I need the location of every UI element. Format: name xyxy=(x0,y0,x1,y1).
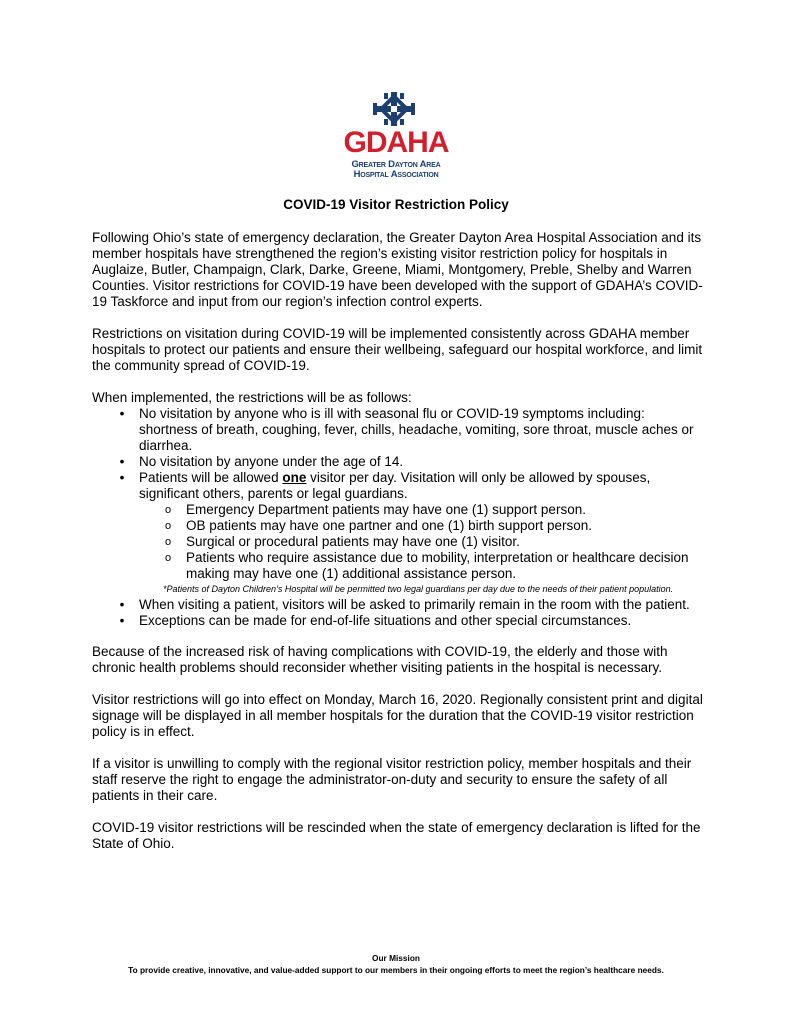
sub-list-item xyxy=(139,502,704,518)
gdaha-logo xyxy=(336,92,456,184)
bullet-icon: • xyxy=(119,470,125,485)
sub-list xyxy=(139,502,704,582)
bullet-icon: • xyxy=(119,454,125,469)
paragraph-consistency: Restrictions on visitation during COVID-19 will be implemented consistently across GDAHA member hospitals to protect our patients and ensure their wellbeing, safeguard our hospital workforce, and limit the community spread of COVID-19. xyxy=(92,326,703,373)
sub-list-item xyxy=(139,518,704,534)
logo-subtitle-line1: Greater Dayton Area xyxy=(351,159,441,170)
list-item-text xyxy=(139,470,650,501)
paragraph-compliance: If a visitor is unwilling to comply with the regional visitor restriction policy, member hospitals and their staff reserve the right to engage the administrator-on-duty and security to ensure the safety of all patients in their care. xyxy=(92,756,692,803)
logo-wordmark: GDAHA xyxy=(343,126,449,159)
footnote-dayton-childrens: *Patients of Dayton Children’s Hospital will be permitted two legal guardians per day due to the needs of their patient population. xyxy=(163,584,674,594)
bullet-icon: • xyxy=(119,406,125,421)
list-item-text-pre: Patients will be allowed xyxy=(139,470,283,485)
snowflake-cross-logo-icon xyxy=(372,92,416,126)
document-title: COVID-19 Visitor Restriction Policy xyxy=(283,197,509,212)
bullet-icon: • xyxy=(119,597,125,612)
list-item-text: No visitation by anyone under the age of 14. xyxy=(139,454,404,469)
list-item xyxy=(92,470,704,597)
document-body xyxy=(92,230,704,868)
emphasis-one: one xyxy=(282,470,307,485)
sub-list-item-text: OB patients may have one partner and one (1) birth support person. xyxy=(186,518,592,533)
circle-bullet-icon: o xyxy=(164,520,172,532)
paragraph-restrictions-lead: When implemented, the restrictions will be as follows: xyxy=(92,390,412,405)
restrictions-list xyxy=(92,406,704,629)
list-item xyxy=(92,454,704,470)
mission-text: To provide creative, innovative, and value-added support to our members in their ongoing efforts to meet the region’s healthcare needs. xyxy=(128,965,664,975)
bullet-icon: • xyxy=(119,613,125,628)
list-item xyxy=(92,406,704,454)
sub-list-item-text: Emergency Department patients may have one (1) support person. xyxy=(186,502,586,517)
list-item-text: Exceptions can be made for end-of-life situations and other special circumstances. xyxy=(139,613,632,628)
circle-bullet-icon: o xyxy=(164,552,172,564)
logo-subtitle-line2: Hospital Association xyxy=(353,169,439,180)
list-item xyxy=(92,597,704,613)
list-item-text-post: visitor per day. Visitation will only be allowed by spouses, significant others, parents or legal guardians. xyxy=(139,470,651,501)
mission-heading: Our Mission xyxy=(372,953,420,963)
paragraph-effective-date: Visitor restrictions will go into effect on Monday, March 16, 2020. Regionally consistent print and digital signage will be displayed in all member hospitals for the duration that the COVID-19 visitor restriction policy is in effect. xyxy=(92,692,703,739)
circle-bullet-icon: o xyxy=(164,504,172,516)
sub-list-item xyxy=(139,550,704,582)
list-item-text: No visitation by anyone who is ill with seasonal flu or COVID-19 symptoms including: shortness of breath, coughing, fever, chills, headache, vomiting, sore throat, muscle aches or diarrhea. xyxy=(139,406,694,453)
circle-bullet-icon: o xyxy=(164,536,172,548)
sub-list-item xyxy=(139,534,704,550)
list-item xyxy=(92,613,704,629)
sub-list-item-text: Surgical or procedural patients may have one (1) visitor. xyxy=(186,534,520,549)
paragraph-intro: Following Ohio’s state of emergency declaration, the Greater Dayton Area Hospital Association and its member hospitals have strengthened the region’s existing visitor restriction policy for hospitals in Auglaize, Butler, Champaign, Clark, Darke, Greene, Miami, Montgomery, Preble, Shelby and Warren Counties. Visitor restrictions for COVID-19 have been developed with the support of GDAHA’s COVID-19 Taskforce and input from our region’s infection control experts. xyxy=(92,230,703,309)
paragraph-rescind: COVID-19 visitor restrictions will be rescinded when the state of emergency declaration is lifted for the State of Ohio. xyxy=(92,820,701,851)
paragraph-risk: Because of the increased risk of having complications with COVID-19, the elderly and those with chronic health problems should reconsider whether visiting patients in the hospital is necessary. xyxy=(92,644,668,675)
list-item-text: When visiting a patient, visitors will be asked to primarily remain in the room with the patient. xyxy=(139,597,690,612)
sub-list-item-text: Patients who require assistance due to mobility, interpretation or healthcare decision making may have one (1) additional assistance person. xyxy=(186,550,689,581)
